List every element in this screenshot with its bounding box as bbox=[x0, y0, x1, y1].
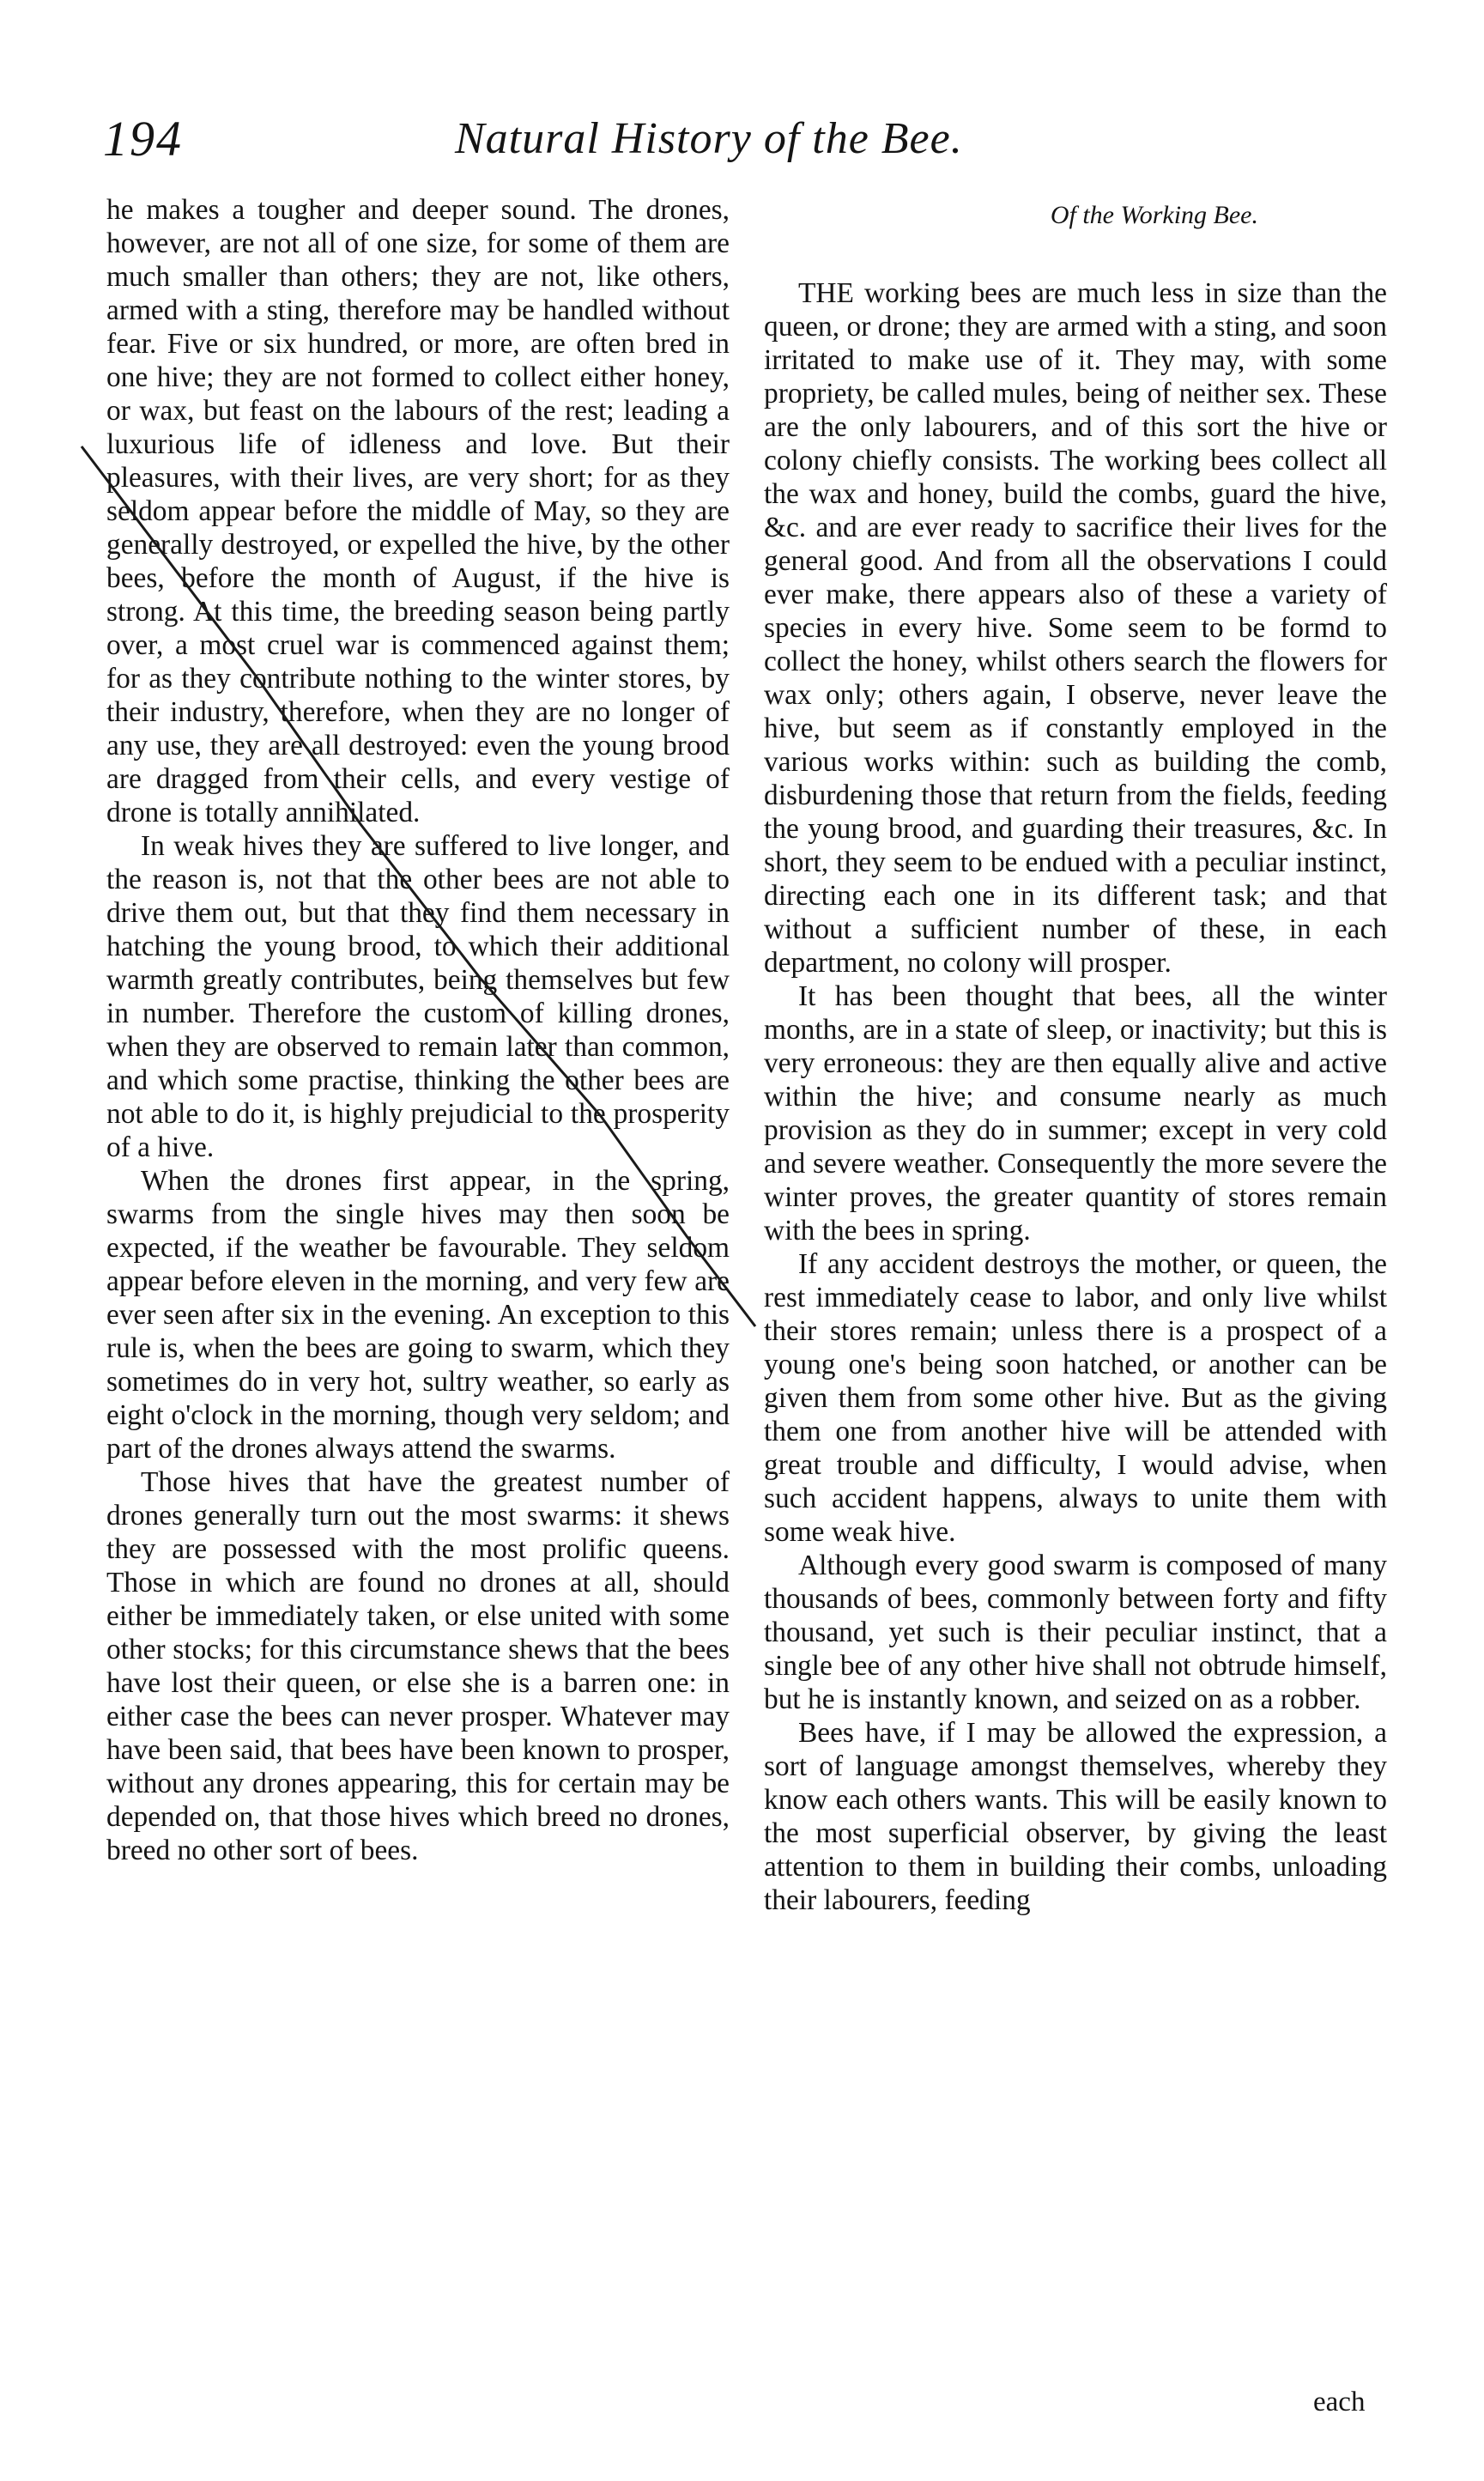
paragraph: It has been thought that bees, all the winter months, are in a state of sleep, or inactivity; but this is very erroneous: they are then equally alive and active within the hive; and consume nearly as much provision as they do in summer; except in very cold and severe weather. Consequently the more severe the winter proves, the greater quantity of stores remain with the bees in spring. bbox=[764, 980, 1387, 1247]
paragraph: Those hives that have the greatest number of drones generally turn out the most swarms: it shews they are possessed with the most prolific queens. Those in which are found no drones at all, should either be immediately taken, or else united with some other stocks; for this circumstance shews that the bees have lost their queen, or else she is a barren one: in either case the bees can never prosper. Whatever may have been said, that bees have been known to prosper, without any drones appearing, this for certain may be depended on, that those hives which breed no drones, breed no other sort of bees. bbox=[106, 1466, 730, 1866]
paragraph: In weak hives they are suffered to live longer, and the reason is, not that the other bees are not able to drive them out, but that they find them necessary in hatching the young brood, to which their additional warmth greatly contributes, being themselves but few in number. Therefore the custom of killing drones, when they are observed to remain later than common, and which some practise, thinking the other bees are not able to do it, is highly prejudicial to the prosperity of a hive. bbox=[106, 830, 730, 1163]
running-title: Natural History of the Bee. bbox=[455, 114, 963, 163]
paragraph: Bees have, if I may be allowed the expression, a sort of language amongst themselves, whereby they know each others wants. This will be easily known to the most superficial observer, by giving the least attention to them in building their combs, unloading their labourers, feeding bbox=[764, 1717, 1387, 1916]
right-column bbox=[764, 193, 1387, 1917]
paragraph: THE working bees are much less in size than the queen, or drone; they are armed with a sting, and soon irritated to make use of it. They may, with some propriety, be called mules, being of neither sex. These are the only labourers, and of this sort the hive or colony chiefly consists. The working bees collect all the wax and honey, build the combs, guard the hive, &c. and are ever ready to sacrifice their lives for the general good. And from all the observations I could ever make, there appears also of these a variety of species in every hive. Some seem to be formd to collect the honey, whilst others search the flowers for wax only; others again, I observe, never leave the hive, but seem as if constantly employed in the various works within: such as building the comb, disburdening those that return from the fields, feeding the young brood, and guarding their treasures, &c. In short, they seem to be endued with a peculiar instinct, directing each one in its different task; and that without a sufficient number of these, in each department, no colony will prosper. bbox=[764, 277, 1387, 979]
paragraph: When the drones first appear, in the spring, swarms from the single hives may then soon be expected, if the weather be favourable. They seldom appear before eleven in the morning, and very few are ever seen after six in the evening. An exception to this rule is, when the bees are going to swarm, which they sometimes do in very hot, sultry weather, so early as eight o'clock in the morning, though very seldom; and part of the drones always attend the swarms. bbox=[106, 1165, 730, 1465]
page-number: 194 bbox=[103, 111, 183, 167]
catchword: each bbox=[1313, 2387, 1366, 2417]
paragraph: If any accident destroys the mother, or queen, the rest immediately cease to labor, and only live whilst their stores remain; unless there is a prospect of a young one's being soon hatched, or another can be given them from some other hive. But as the giving them one from another hive will be attended with great trouble and difficulty, I would advise, when such accident happens, always to unite them with some weak hive. bbox=[764, 1248, 1387, 1548]
page-header bbox=[94, 110, 1408, 187]
paragraph: he makes a tougher and deeper sound. The drones, however, are not all of one size, for some of them are much smaller than others; they are not, like others, armed with a sting, therefore may be handled without fear. Five or six hundred, or more, are often bred in one hive; they are not formed to collect either honey, or wax, but feast on the labours of the rest; leading a luxurious life of idleness and love. But their pleasures, with their lives, are very short; for as they seldom appear before the middle of May, so they are generally destroyed, or expelled the hive, by the other bees, before the month of August, if the hive is strong. At this time, the breeding season being partly over, a most cruel war is commenced against them; for as they contribute nothing to the winter stores, by their industry, therefore, when they are no longer of any use, they are all destroyed: even the young brood are dragged from their cells, and every vestige of drone is totally annihilated. bbox=[106, 194, 730, 828]
paragraph: Although every good swarm is composed of many thousands of bees, commonly between forty and fifty thousand, yet such is their peculiar instinct, that a single bee of any other hive shall not obtrude himself, but he is instantly known, and seized on as a robber. bbox=[764, 1550, 1387, 1715]
section-heading: Of the Working Bee. bbox=[1050, 201, 1258, 229]
left-column bbox=[106, 193, 730, 1867]
